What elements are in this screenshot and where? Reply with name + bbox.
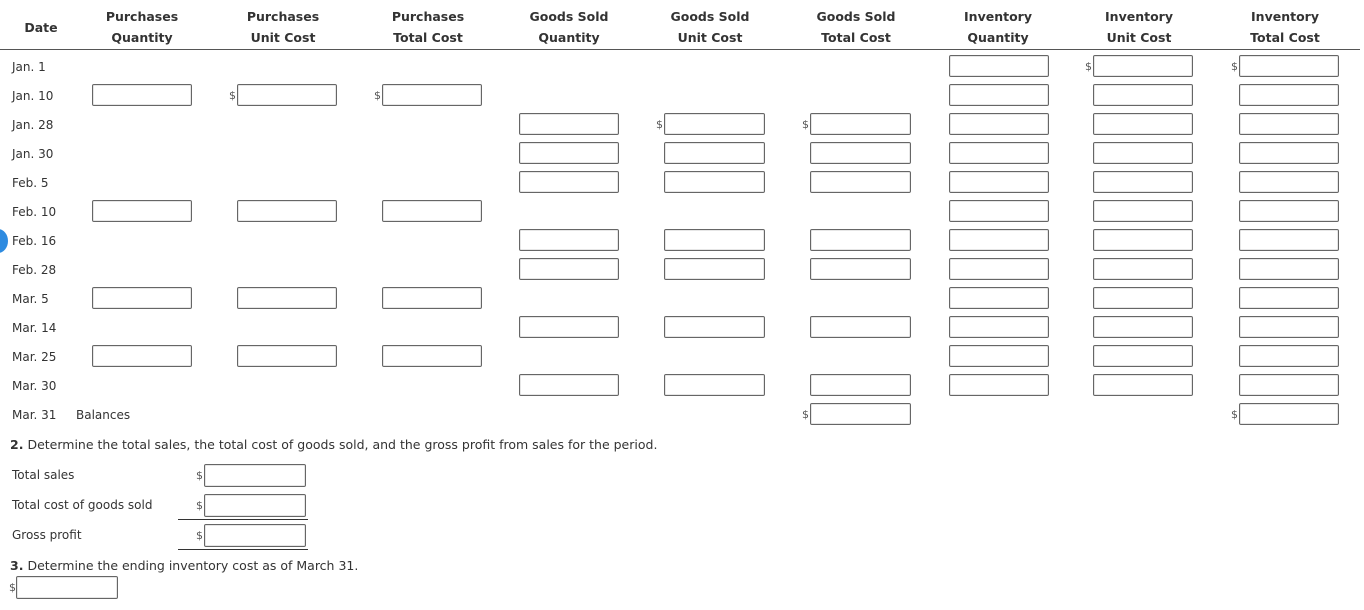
goods-sold-total-cost-input[interactable] [810,113,911,135]
row-date: Mar. 30 [12,379,57,393]
dollar-sign: $ [1231,408,1238,421]
purchases-total-cost-input[interactable] [382,287,482,309]
total-cogs-label: Total cost of goods sold [12,498,153,512]
goods-sold-total-cost-input[interactable] [810,171,911,193]
goods-sold-unit-cost-input[interactable] [664,113,765,135]
goods-sold-quantity-input[interactable] [519,374,619,396]
inventory-total-cost-input[interactable] [1239,171,1339,193]
gross-profit-input[interactable] [204,524,306,547]
purchases-unit-cost-input[interactable] [237,287,337,309]
gross-profit-dollar: $ [196,529,203,542]
goods-sold-quantity-input[interactable] [519,229,619,251]
total-rule [178,549,308,550]
row-date: Feb. 28 [12,263,57,277]
inventory-quantity-input[interactable] [949,345,1049,367]
goods-sold-unit-cost-input[interactable] [664,316,765,338]
goods-sold-unit-cost-input[interactable] [664,229,765,251]
row-date: Mar. 5 [12,292,49,306]
inventory-total-cost-input[interactable] [1239,200,1339,222]
inventory-total-cost-input[interactable] [1239,84,1339,106]
inventory-total-cost-input[interactable] [1239,258,1339,280]
total-sales-input[interactable] [204,464,306,487]
inventory-unit-cost-input[interactable] [1093,258,1193,280]
row-balances-label: Balances [76,408,131,422]
goods-sold-total-cost-input[interactable] [810,374,911,396]
subtotal-rule [178,519,308,520]
purchases-unit-cost-input[interactable] [237,84,337,106]
inventory-quantity-input[interactable] [949,258,1049,280]
header-purchases-quantity: Purchases Quantity [105,9,179,45]
inventory-quantity-input[interactable] [949,84,1049,106]
inventory-quantity-input[interactable] [949,113,1049,135]
purchases-total-cost-input[interactable] [382,345,482,367]
inventory-unit-cost-input[interactable] [1093,142,1193,164]
header-goods-sold-quantity: Goods Sold Quantity [529,9,609,45]
total-cogs-dollar: $ [196,499,203,512]
inventory-total-cost-input[interactable] [1239,229,1339,251]
goods-sold-quantity-input[interactable] [519,258,619,280]
ending-inventory-input[interactable] [16,576,118,599]
purchases-total-cost-input[interactable] [382,84,482,106]
header-inventory-quantity: Inventory Quantity [964,9,1032,45]
inventory-unit-cost-input[interactable] [1093,171,1193,193]
total-cogs-input[interactable] [204,494,306,517]
header-goods-sold-unit-cost: Goods Sold Unit Cost [670,9,750,45]
inventory-total-cost-input[interactable] [1239,113,1339,135]
row-date: Mar. 14 [12,321,57,335]
header-inventory-total-cost: Inventory Total Cost [1250,9,1320,45]
purchases-quantity-input[interactable] [92,200,192,222]
total-sales-label: Total sales [12,468,75,482]
goods-sold-unit-cost-input[interactable] [664,374,765,396]
dollar-sign: $ [656,118,663,131]
inventory-unit-cost-input[interactable] [1093,374,1193,396]
purchases-unit-cost-input[interactable] [237,345,337,367]
goods-sold-unit-cost-input[interactable] [664,142,765,164]
goods-sold-total-cost-input[interactable] [810,229,911,251]
inventory-total-cost-input[interactable] [1239,287,1339,309]
inventory-quantity-input[interactable] [949,171,1049,193]
purchases-quantity-input[interactable] [92,287,192,309]
row-date: Jan. 1 [12,60,46,74]
row-date: Jan. 30 [12,147,54,161]
inventory-total-cost-input[interactable] [1239,142,1339,164]
inventory-total-cost-input[interactable] [1239,403,1339,425]
question-2: 2. Determine the total sales, the total cost of goods sold, and the gross profit from sales for the period. [10,437,658,452]
header-purchases-total-cost: Purchases Total Cost [391,9,465,45]
purchases-quantity-input[interactable] [92,345,192,367]
inventory-unit-cost-input[interactable] [1093,229,1193,251]
inventory-unit-cost-input[interactable] [1093,316,1193,338]
inventory-quantity-input[interactable] [949,55,1049,77]
inventory-quantity-input[interactable] [949,316,1049,338]
inventory-quantity-input[interactable] [949,142,1049,164]
scroll-indicator [0,229,8,253]
row-date: Feb. 16 [12,234,57,248]
dollar-sign: $ [229,89,236,102]
inventory-unit-cost-input[interactable] [1093,84,1193,106]
inventory-quantity-input[interactable] [949,287,1049,309]
header-goods-sold-total-cost: Goods Sold Total Cost [816,9,896,45]
dollar-sign: $ [802,118,809,131]
row-date: Jan. 28 [12,118,54,132]
inventory-unit-cost-input[interactable] [1093,200,1193,222]
inventory-unit-cost-input[interactable] [1093,113,1193,135]
goods-sold-quantity-input[interactable] [519,316,619,338]
total-sales-dollar: $ [196,469,203,482]
purchases-total-cost-input[interactable] [382,200,482,222]
ending-inventory-dollar: $ [9,581,16,594]
inventory-quantity-input[interactable] [949,200,1049,222]
goods-sold-quantity-input[interactable] [519,142,619,164]
inventory-unit-cost-input[interactable] [1093,55,1193,77]
header-purchases-unit-cost: Purchases Unit Cost [246,9,320,45]
goods-sold-quantity-input[interactable] [519,171,619,193]
purchases-quantity-input[interactable] [92,84,192,106]
goods-sold-total-cost-input[interactable] [810,316,911,338]
goods-sold-total-cost-input[interactable] [810,403,911,425]
dollar-sign: $ [802,408,809,421]
row-date: Mar. 31 [12,408,57,422]
goods-sold-total-cost-input[interactable] [810,258,911,280]
goods-sold-quantity-input[interactable] [519,113,619,135]
inventory-quantity-input[interactable] [949,229,1049,251]
row-date: Jan. 10 [12,89,54,103]
question-3: 3. Determine the ending inventory cost as of March 31. [10,558,359,573]
inventory-unit-cost-input[interactable] [1093,345,1193,367]
dollar-sign: $ [1085,60,1092,73]
goods-sold-total-cost-input[interactable] [810,142,911,164]
row-date: Mar. 25 [12,350,57,364]
goods-sold-unit-cost-input[interactable] [664,171,765,193]
row-date: Feb. 10 [12,205,57,219]
header-inventory-unit-cost: Inventory Unit Cost [1105,9,1173,45]
inventory-total-cost-input[interactable] [1239,345,1339,367]
inventory-total-cost-input[interactable] [1239,55,1339,77]
row-date: Feb. 5 [12,176,49,190]
header-divider [0,49,1360,50]
inventory-quantity-input[interactable] [949,374,1049,396]
gross-profit-label: Gross profit [12,528,82,542]
dollar-sign: $ [1231,60,1238,73]
inventory-total-cost-input[interactable] [1239,374,1339,396]
inventory-unit-cost-input[interactable] [1093,287,1193,309]
dollar-sign: $ [374,89,381,102]
header-date: Date [24,20,58,35]
purchases-unit-cost-input[interactable] [237,200,337,222]
goods-sold-unit-cost-input[interactable] [664,258,765,280]
inventory-total-cost-input[interactable] [1239,316,1339,338]
